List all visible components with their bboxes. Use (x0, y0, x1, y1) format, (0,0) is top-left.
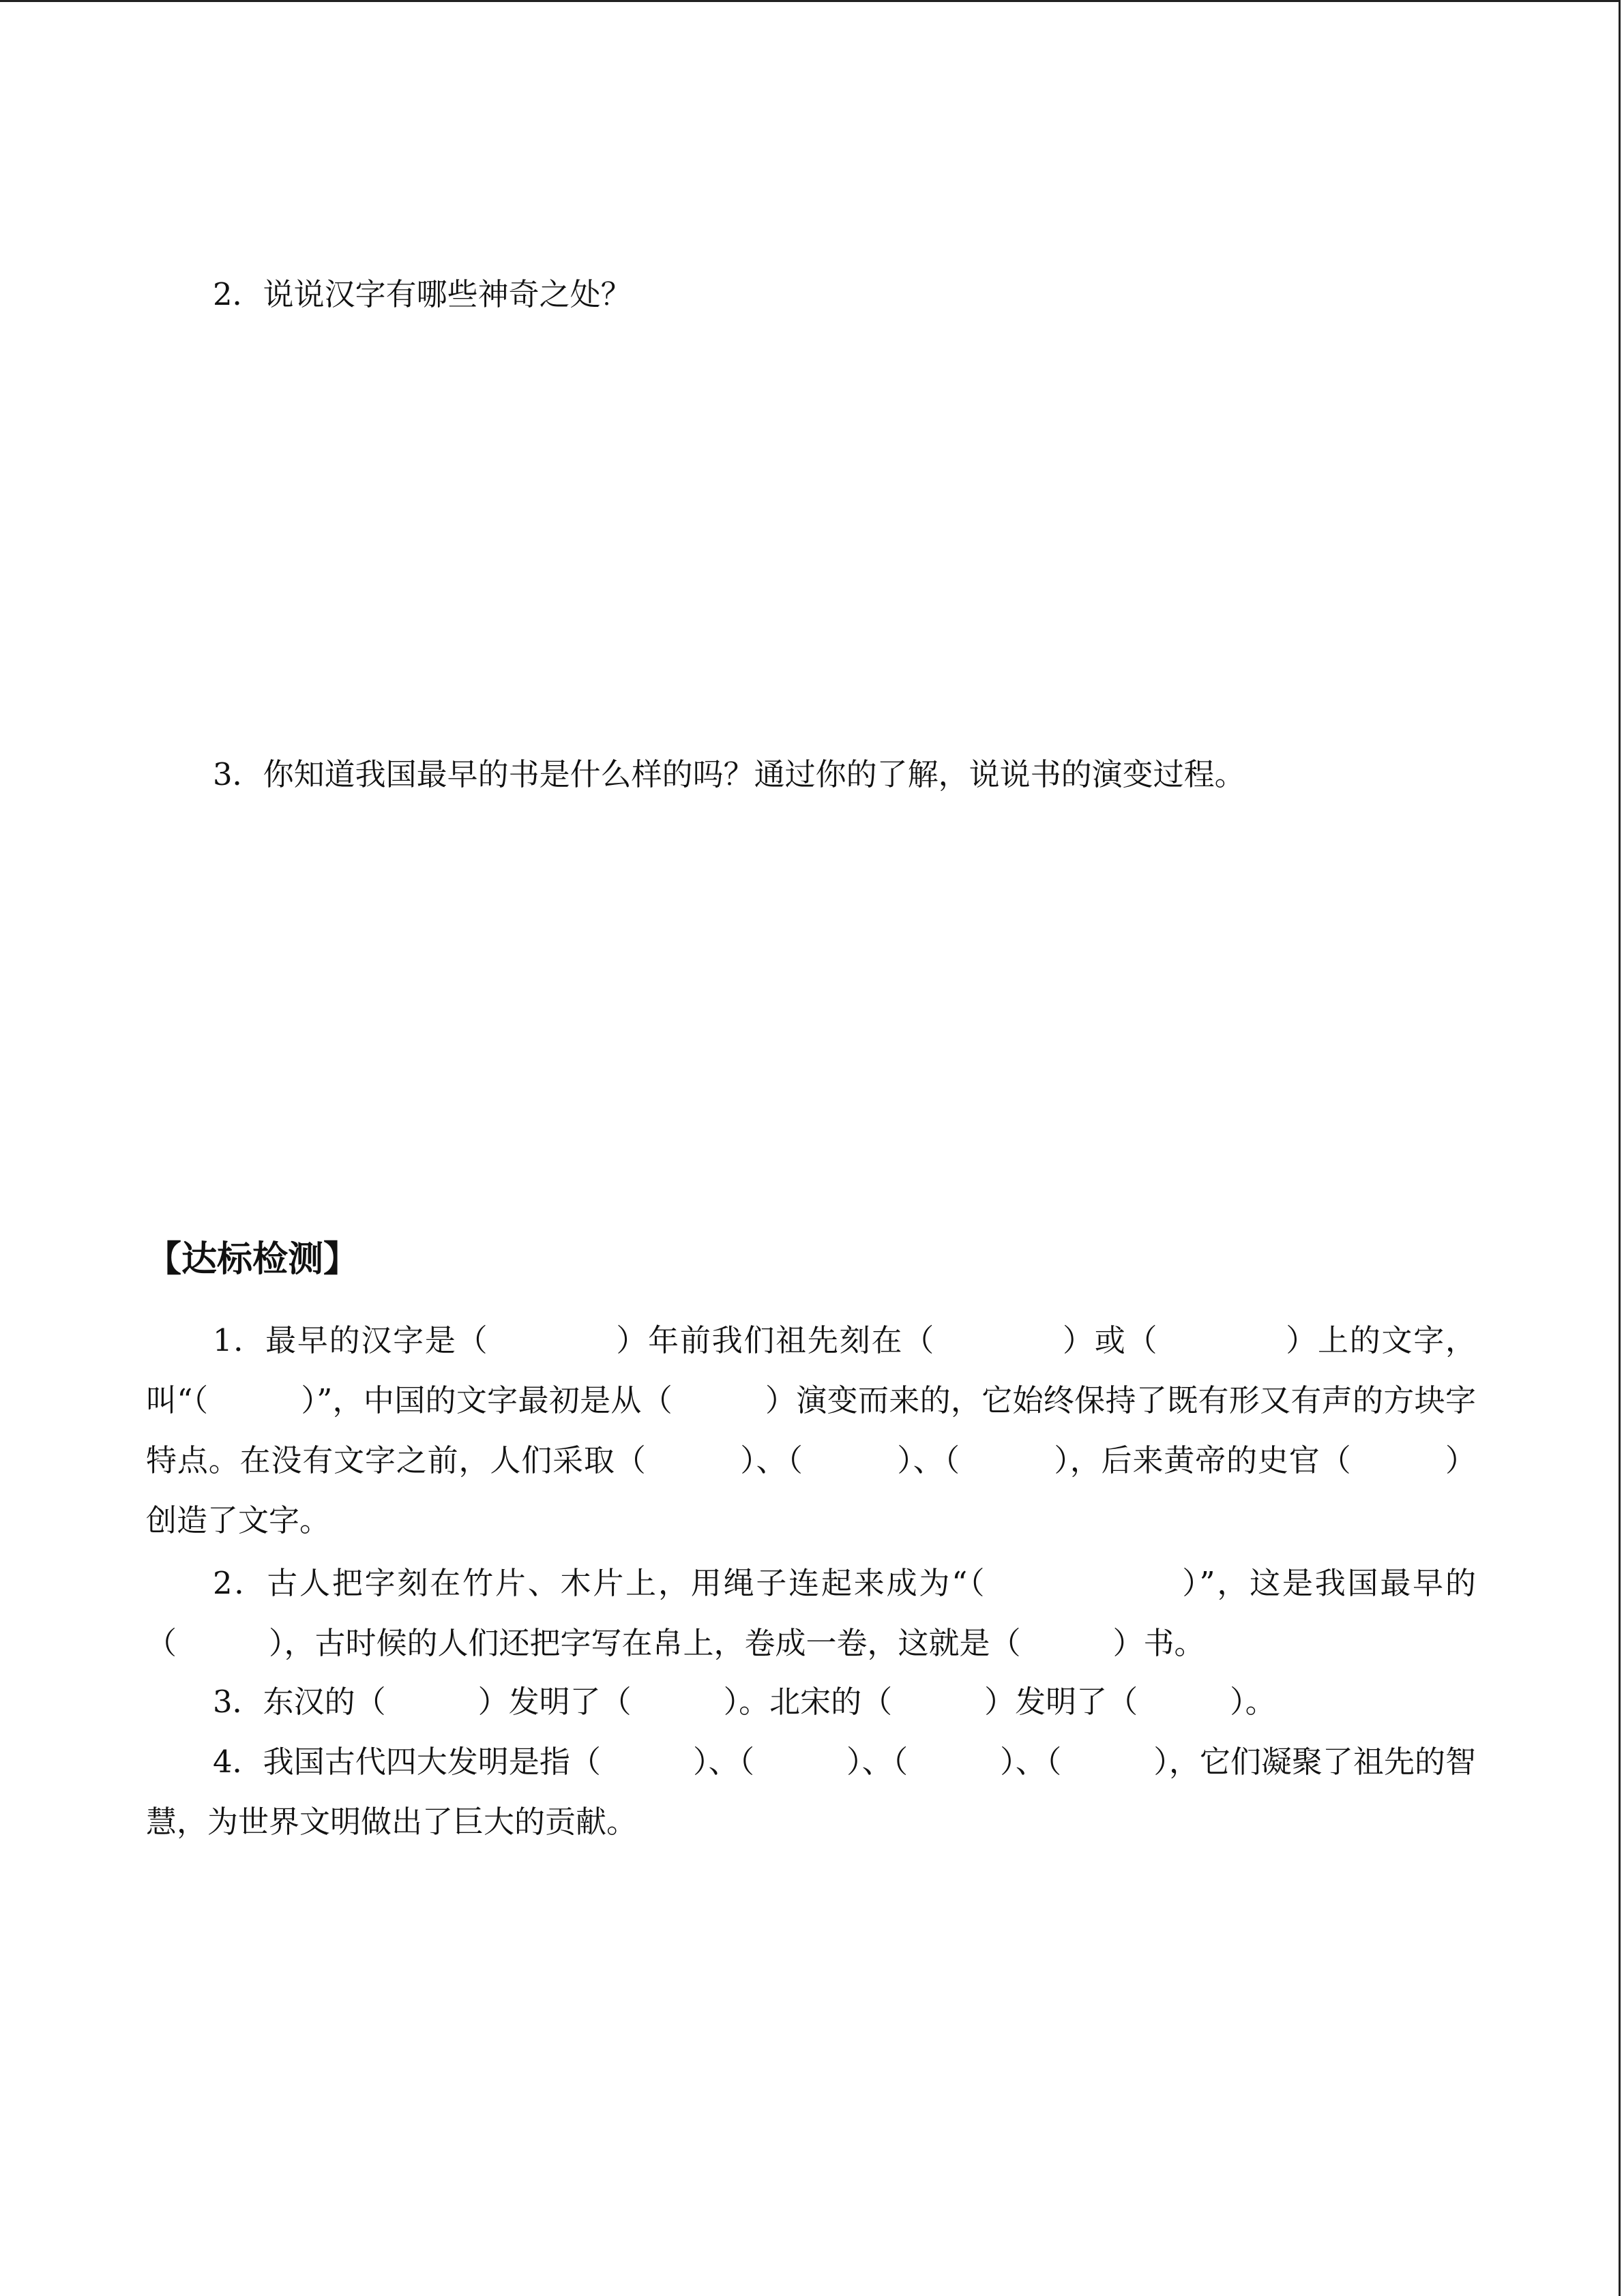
exercise-1: 1．最早的汉字是（ ）年前我们祖先刻在（ ）或（ ）上的文字，叫“（ ）”，中国的文字最初是从（ ）演变而来的，它始终保持了既有形又有声的方块字特点。在没有文字之前，人们采取（ ）、（ ）、（ ），后来黄帝的史官（ ）创造了文字。 (146, 1322, 1476, 1538)
question-2: 2．说说汉字有哪些神奇之处？ (213, 276, 632, 312)
section-heading: 【达标检测】 (146, 1239, 359, 1280)
exercise-2: 2．古人把字刻在竹片、木片上，用绳子连起来成为“（ ）”，这是我国最早的（ ），古时候的人们还把字写在帛上，卷成一卷，这就是（ ）书。 (146, 1565, 1476, 1661)
exercise-3: 3．东汉的（ ）发明了（ ）。北宋的（ ）发明了（ ）。 (213, 1684, 1276, 1720)
exercise-4: 4．我国古代四大发明是指（ ）、（ ）、（ ）、（ ），它们凝聚了祖先的智慧，为世界文明做出了巨大的贡献。 (146, 1744, 1476, 1840)
question-3: 3．你知道我国最早的书是什么样的吗？通过你的了解，说说书的演变过程。 (213, 756, 1245, 792)
